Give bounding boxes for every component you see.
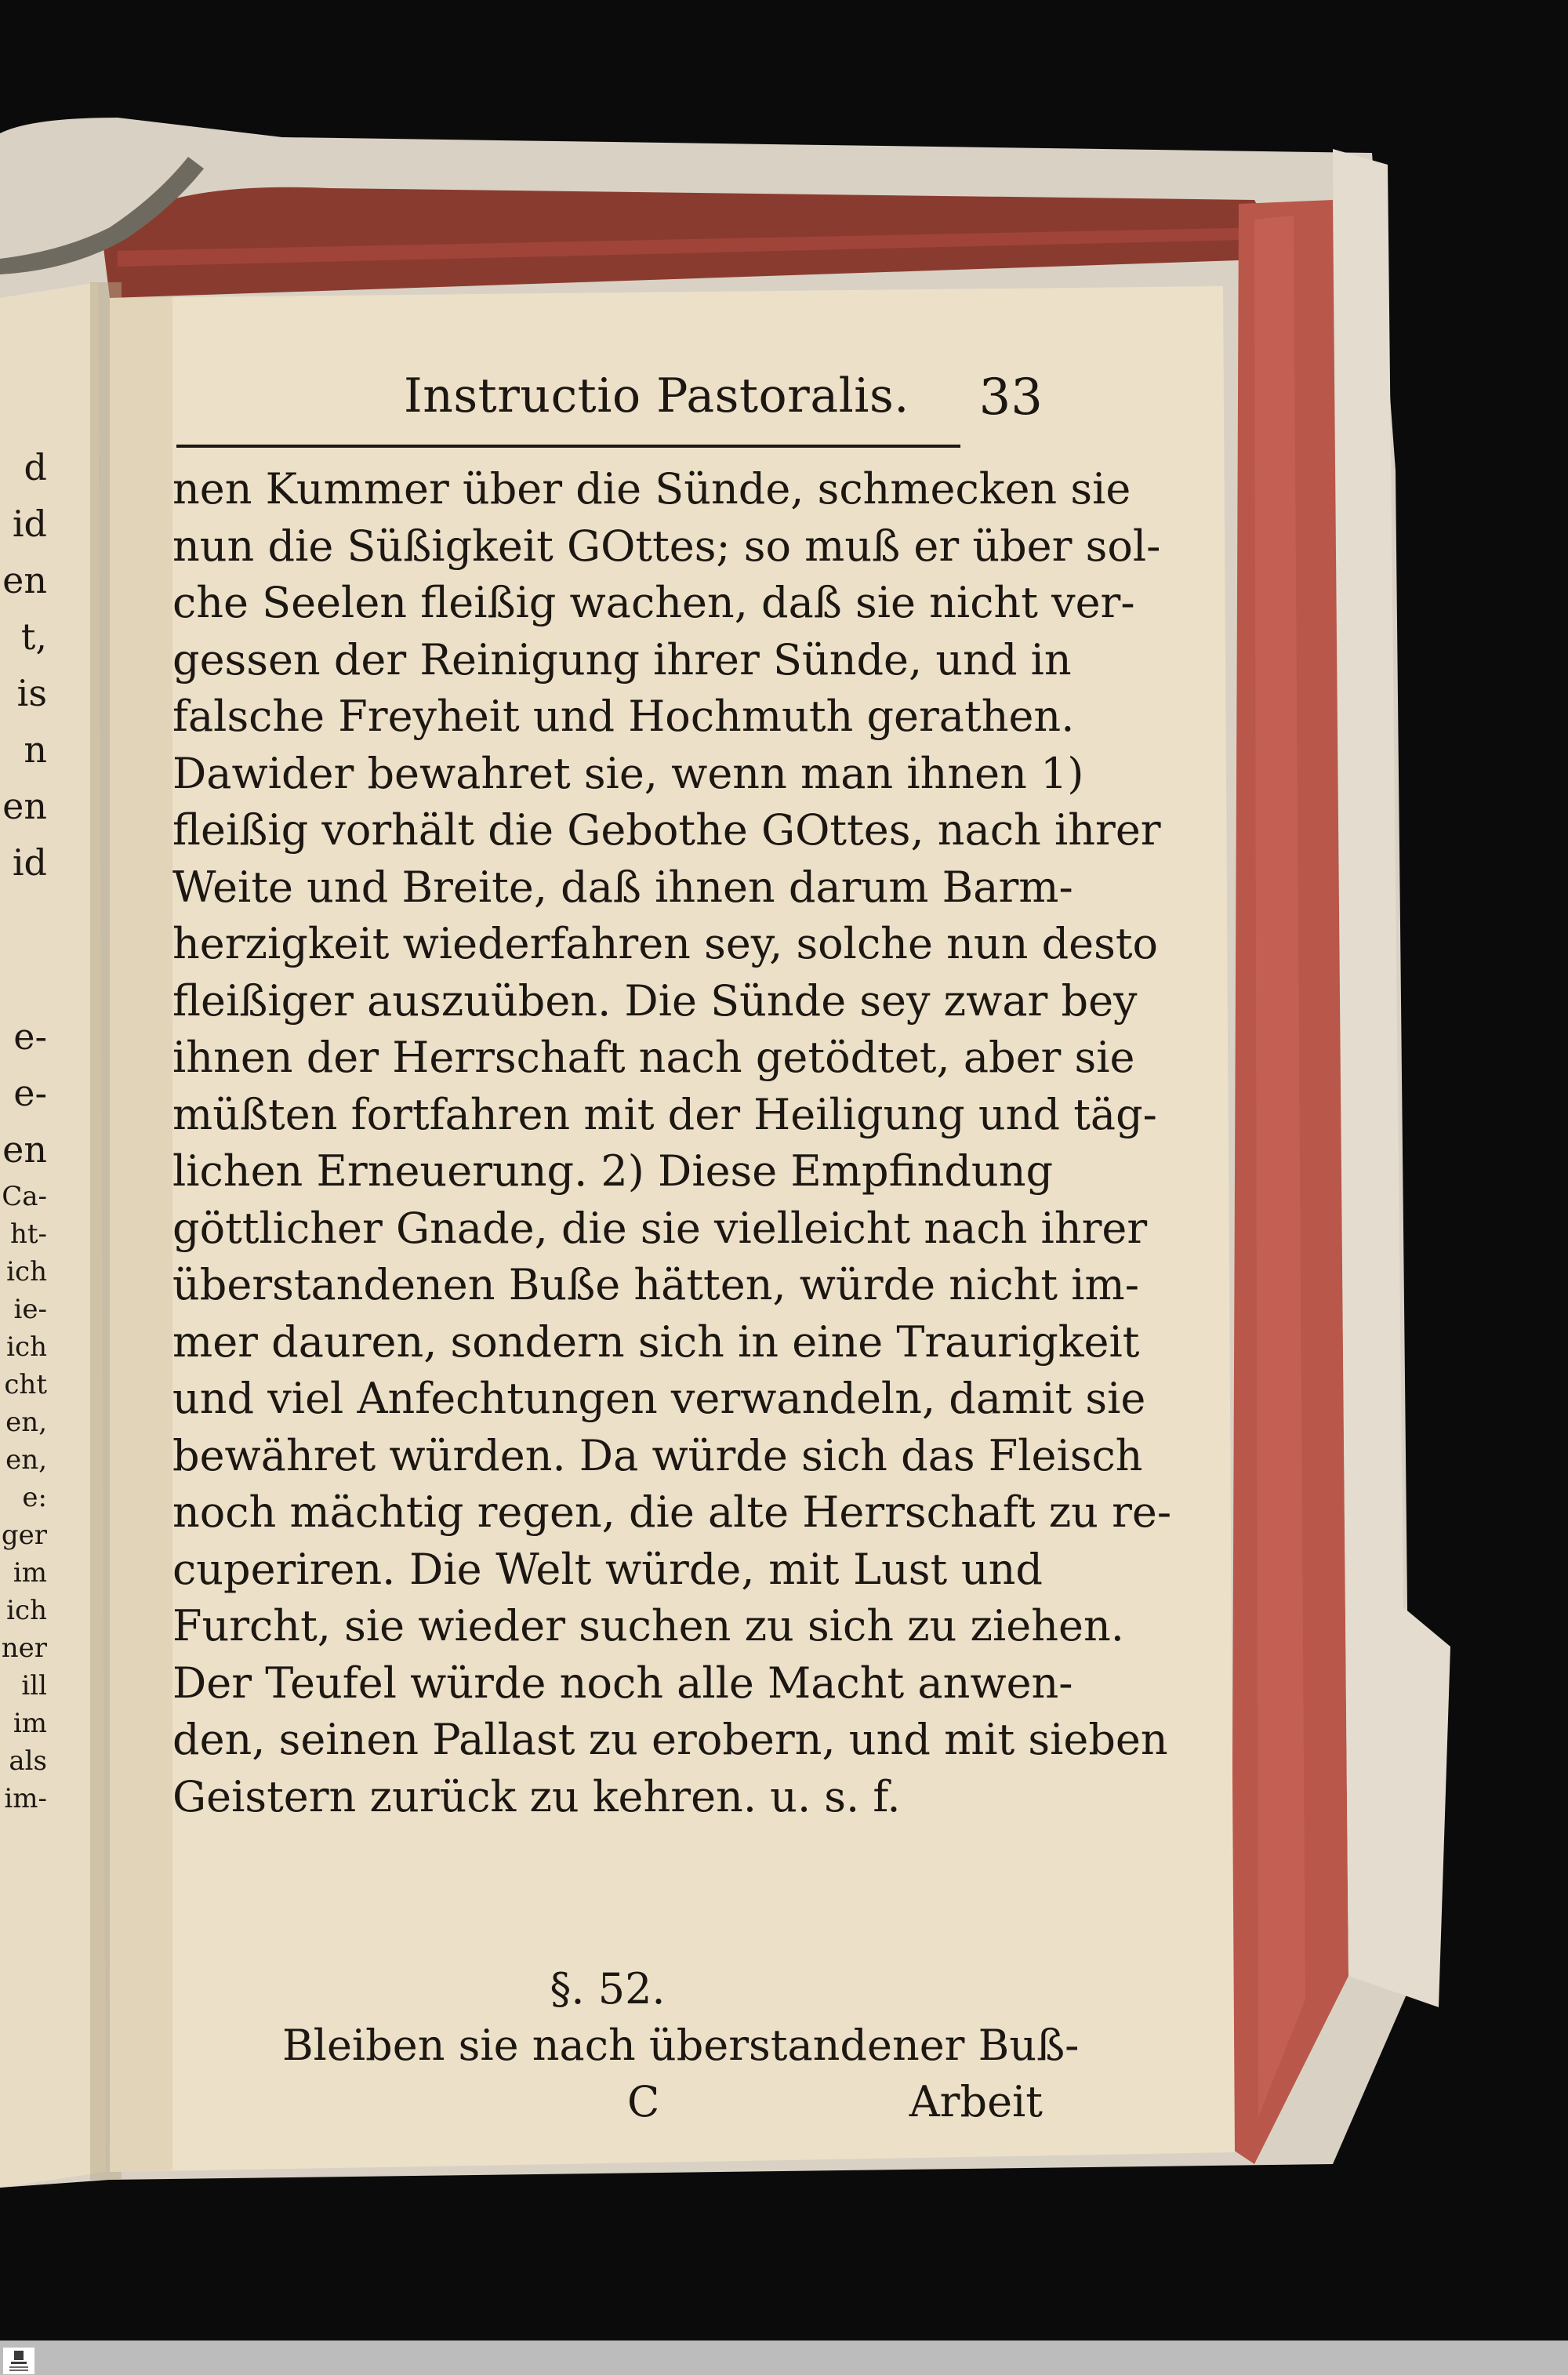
text-line: Geistern zurück zu kehren. u. s. f. bbox=[172, 1771, 901, 1821]
text-line: herzigkeit wiederfahren sey, solche nun desto bbox=[172, 919, 1159, 968]
section-first-line: Bleiben sie nach überstandener Buß- bbox=[282, 2021, 1080, 2070]
fragment: en, bbox=[5, 1407, 47, 1438]
fragment: en bbox=[2, 785, 47, 827]
text-line: Furcht, sie wieder suchen zu sich zu ziehen. bbox=[172, 1601, 1124, 1651]
page-number: 33 bbox=[978, 369, 1043, 427]
fragment: d bbox=[24, 446, 47, 488]
body-text bbox=[172, 461, 1172, 2126]
text-line: fleißiger auszuüben. Die Sünde sey zwar bey bbox=[172, 975, 1138, 1026]
text-line: mer dauren, sondern sich in eine Traurigkeit bbox=[172, 1316, 1140, 1367]
running-title: Instructio Pastoralis. bbox=[404, 369, 909, 423]
fragment: e- bbox=[13, 1015, 47, 1058]
signature-mark: C bbox=[627, 2077, 660, 2126]
fragment: en bbox=[2, 1128, 47, 1171]
fragment: im- bbox=[4, 1783, 47, 1814]
fragment: n bbox=[24, 728, 47, 771]
fragment: t, bbox=[20, 616, 47, 658]
text-line: den, seinen Pallast zu erobern, und mit sieben bbox=[172, 1715, 1168, 1764]
text-line: lichen Erneuerung. 2) Diese Empfindung bbox=[172, 1146, 1054, 1196]
fragment: im bbox=[13, 1557, 47, 1589]
text-line: fleißig vorhält die Gebothe GOttes, nach ihrer bbox=[172, 805, 1161, 855]
fragment: ill bbox=[21, 1670, 47, 1701]
fragment: ger bbox=[1, 1520, 47, 1551]
section-heading: §. 52. bbox=[550, 1964, 666, 2014]
printed-page bbox=[157, 369, 1172, 2126]
fragment: e: bbox=[22, 1482, 47, 1513]
text-line: Der Teufel würde noch alle Macht anwen- bbox=[172, 1658, 1073, 1708]
left-page-fragments bbox=[0, 439, 47, 1818]
text-line: ihnen der Herrschaft nach getödtet, aber sie bbox=[172, 1033, 1135, 1082]
text-line: und viel Anfechtungen verwandeln, damit sie bbox=[172, 1374, 1146, 1423]
fragment: id bbox=[12, 841, 47, 884]
text-line: nun die Süßigkeit GOttes; so muß er über sol- bbox=[172, 521, 1161, 571]
fragment: ner bbox=[1, 1632, 47, 1664]
fragment: ich bbox=[6, 1256, 47, 1287]
running-head bbox=[157, 369, 1051, 439]
fragment: ich bbox=[6, 1595, 47, 1626]
fragment: im bbox=[13, 1708, 47, 1739]
catchword: Arbeit bbox=[909, 2077, 1043, 2126]
fragment: ich bbox=[6, 1331, 47, 1363]
text-line: müßten fortfahren mit der Heiligung und täg- bbox=[172, 1089, 1157, 1139]
fragment: ht- bbox=[9, 1218, 47, 1250]
text-line: bewähret würden. Da würde sich das Fleisch bbox=[172, 1430, 1143, 1480]
text-line: cuperiren. Die Welt würde, mit Lust und bbox=[172, 1544, 1043, 1594]
fragment: als bbox=[9, 1745, 47, 1777]
fragment: id bbox=[12, 503, 47, 545]
text-line: gessen der Reinigung ihrer Sünde, und in bbox=[172, 634, 1072, 685]
text-line: nen Kummer über die Sünde, schmecken sie bbox=[172, 464, 1131, 514]
fragment: en, bbox=[5, 1444, 47, 1476]
text-line: Dawider bewahret sie, wenn man ihnen 1) bbox=[172, 748, 1084, 798]
fragment: Ca- bbox=[2, 1181, 47, 1212]
text-line: Weite und Breite, daß ihnen darum Barm- bbox=[172, 862, 1073, 912]
fragment: cht bbox=[4, 1369, 47, 1400]
fragment: is bbox=[16, 672, 47, 714]
text-line: noch mächtig regen, die alte Herrschaft zu re- bbox=[172, 1487, 1172, 1537]
text-line: che Seelen fleißig wachen, daß sie nicht ver- bbox=[172, 578, 1135, 627]
text-line: überstandenen Buße hätten, würde nicht im- bbox=[172, 1260, 1139, 1309]
fragment: en bbox=[2, 559, 47, 601]
viewer-footer-bar bbox=[0, 2341, 1568, 2375]
fragment: ie- bbox=[13, 1294, 47, 1325]
fragment: e- bbox=[13, 1072, 47, 1114]
library-logo-icon bbox=[3, 2348, 34, 2374]
head-rule bbox=[176, 445, 960, 448]
text-line: göttlicher Gnade, die sie vielleicht nach ihrer bbox=[172, 1203, 1148, 1253]
text-line: falsche Freyheit und Hochmuth gerathen. bbox=[172, 692, 1075, 741]
